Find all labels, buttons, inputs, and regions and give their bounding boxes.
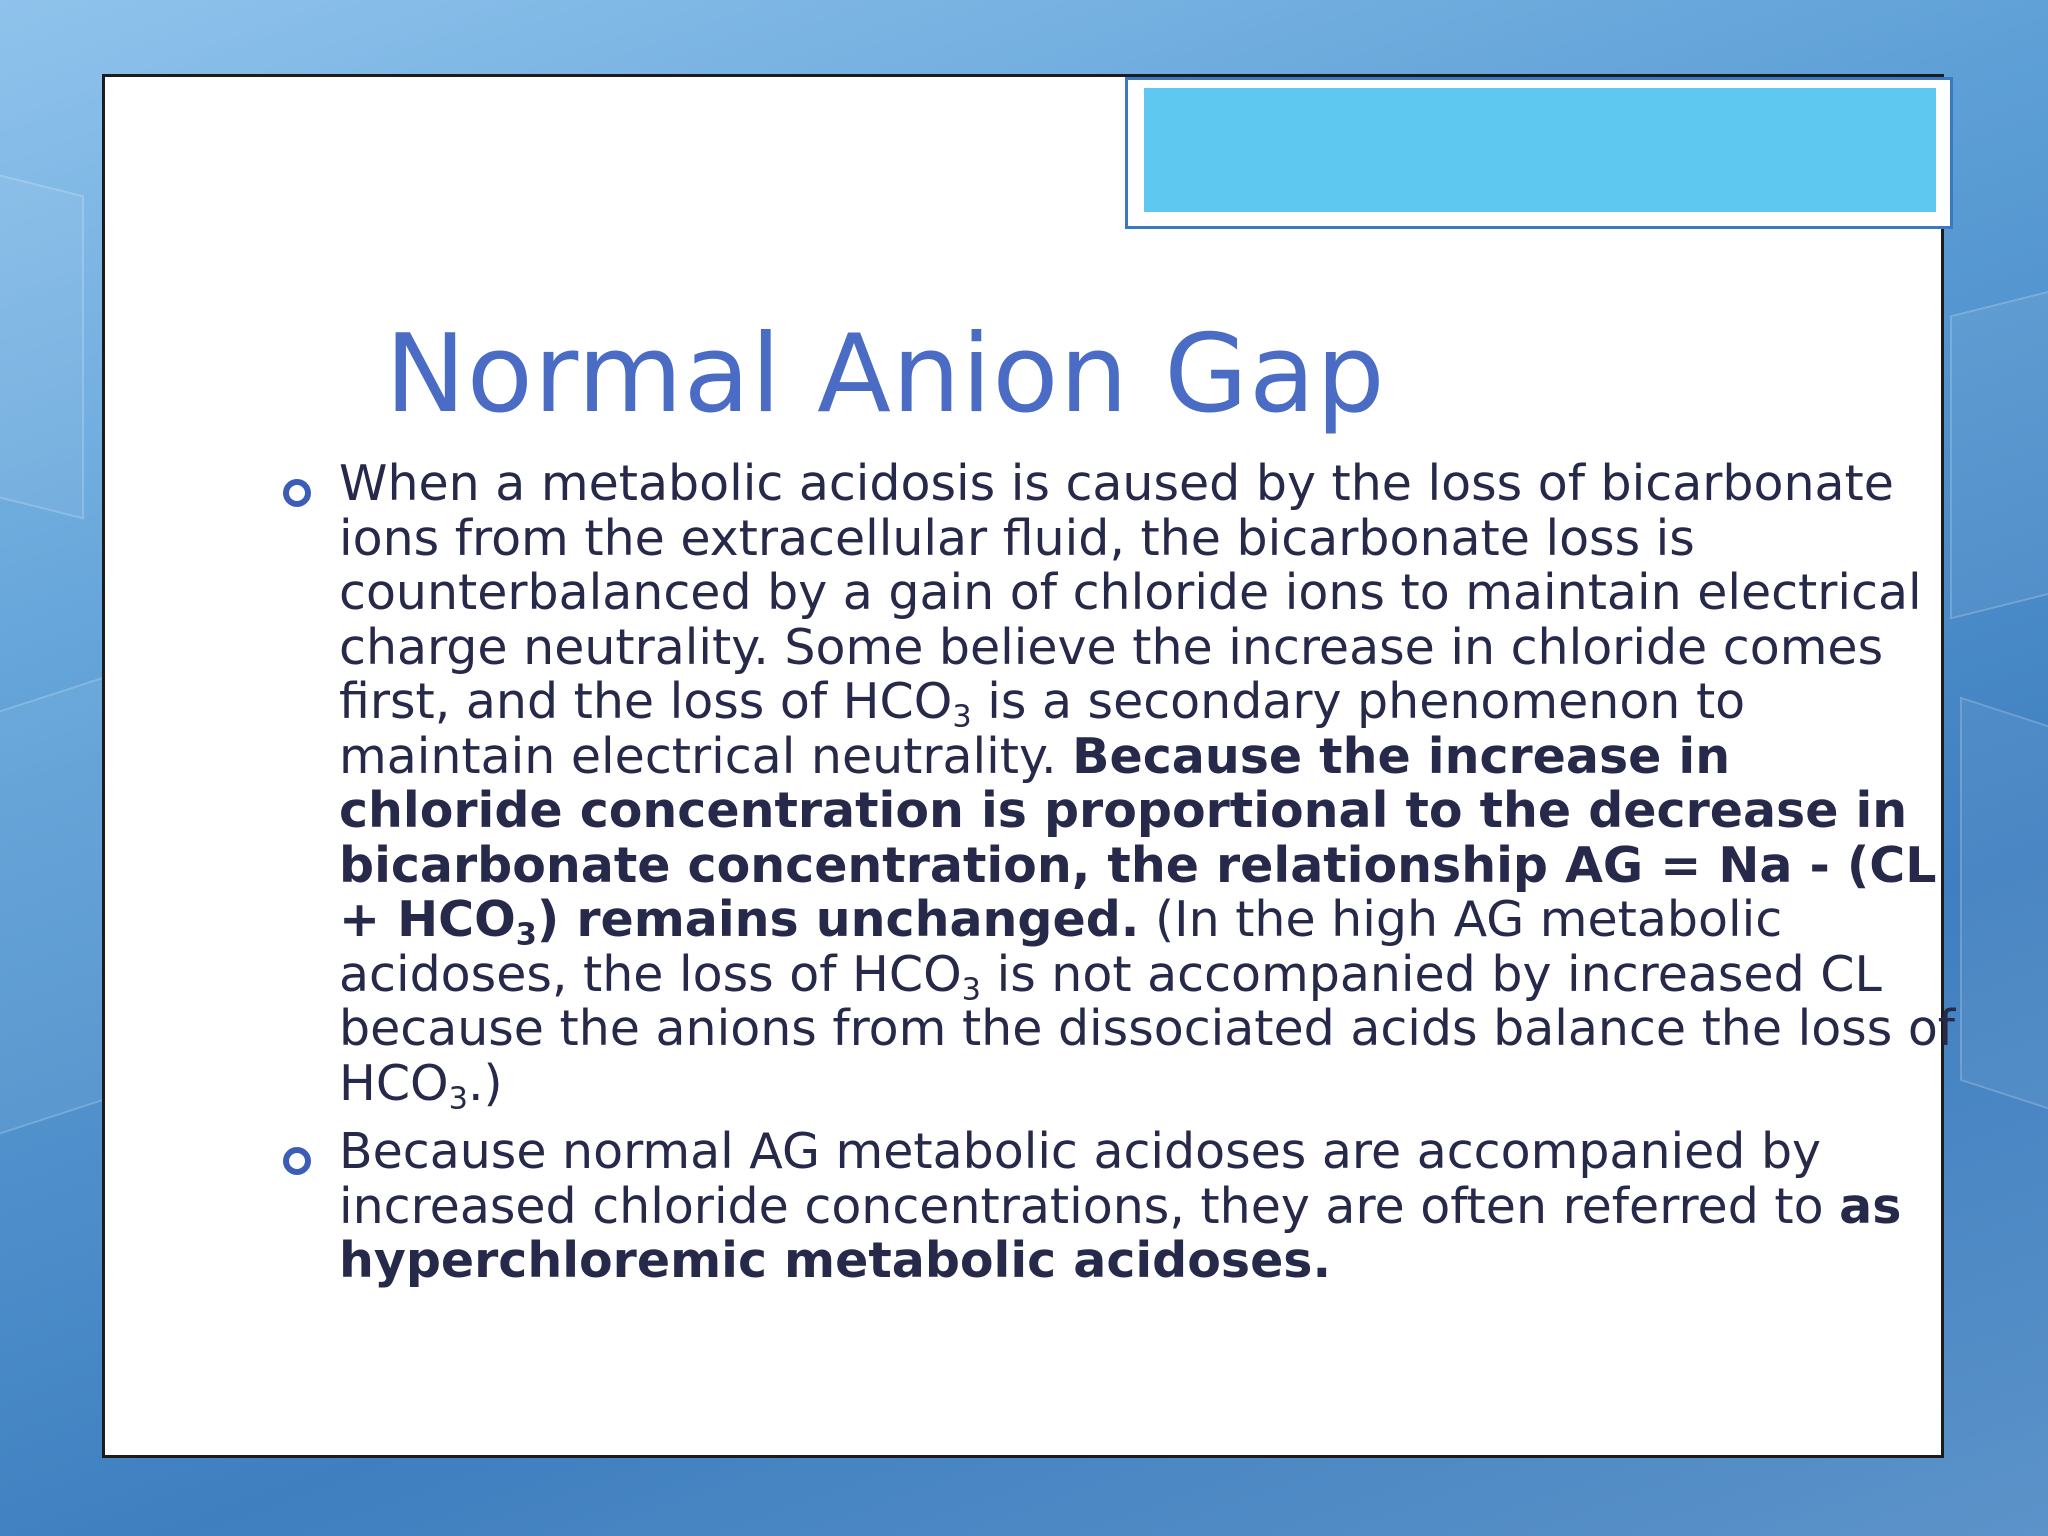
subscript: 3 (952, 699, 972, 735)
subscript: 3 (961, 972, 981, 1007)
subscript: 3 (515, 917, 537, 953)
bold-text: as hyperchloremic metabolic acidoses. (339, 1177, 1902, 1289)
bullet-text: is not accompanied by increased CL because the anions from the dissociated acids balance the loss of HCO (339, 945, 1956, 1112)
bullet-text: Because normal AG metabolic acidoses are accompanied by increased chloride concentrations, they are often referred to (339, 1123, 1840, 1235)
bold-text: ) remains unchanged. (536, 891, 1140, 948)
bullet-item (275, 455, 1965, 1116)
bullet-text: (In the high AG metabolic acidoses, the loss of HCO (339, 891, 1783, 1003)
bullet-list (275, 457, 1965, 1303)
bullet-circle-icon (283, 479, 311, 507)
background-facet (1960, 697, 2048, 1128)
bullet-item (275, 1125, 1965, 1289)
bullet-text: When a metabolic acidosis is caused by the loss of bicarbonate ions from the extracellular fluid, the bicarbonate loss is counterbalanced by a gain of chloride ions to maintain electrical charge neutrality. Some believe the increase in chloride comes first, and the loss of HCO (339, 455, 1922, 730)
bold-text: Because the increase in chloride concentration is proportional to the decrease in bicarbonate concentration, the relationship AG = Na - (CL + HCO (339, 727, 1937, 948)
subscript: 3 (448, 1081, 468, 1116)
slide-title: Normal Anion Gap (385, 312, 1386, 437)
accent-tab (1125, 77, 1953, 229)
bullet-text: is a secondary phenomenon to maintain electrical neutrality. (339, 673, 1746, 785)
bullet-text: .) (467, 1054, 503, 1112)
bullet-circle-icon (283, 1147, 311, 1175)
accent-tab-fill (1144, 88, 1936, 212)
background-facet (0, 165, 84, 520)
slide (102, 74, 1956, 1458)
